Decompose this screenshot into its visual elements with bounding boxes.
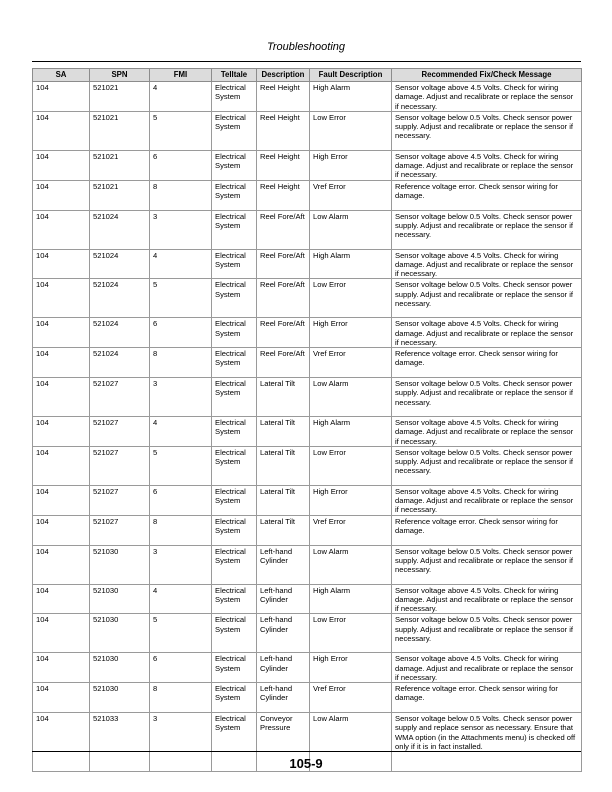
cell-sa: 104	[33, 318, 90, 348]
cell-description: Lateral Tilt	[257, 378, 310, 417]
footer-divider	[32, 751, 581, 752]
cell-fmi: 8	[150, 683, 212, 713]
cell-fmi: 6	[150, 485, 212, 515]
cell-telltale: Electrical System	[212, 515, 257, 545]
cell-sa: 104	[33, 713, 90, 772]
fault-code-table	[32, 68, 582, 772]
cell-recommended-fix: Sensor voltage above 4.5 Volts. Check for wiring damage. Adjust and recalibrate or replace the sensor if necessary.	[392, 485, 582, 515]
cell-spn: 521027	[90, 446, 150, 485]
cell-fmi: 6	[150, 318, 212, 348]
cell-fmi: 4	[150, 584, 212, 614]
cell-telltale: Electrical System	[212, 417, 257, 447]
cell-spn: 521027	[90, 485, 150, 515]
cell-recommended-fix: Sensor voltage below 0.5 Volts. Check sensor power supply. Adjust and recalibrate or replace the sensor if necessary.	[392, 210, 582, 249]
column-header-spn: SPN	[90, 69, 150, 82]
cell-telltale: Electrical System	[212, 348, 257, 378]
cell-description: Left-hand Cylinder	[257, 653, 310, 683]
cell-recommended-fix: Sensor voltage below 0.5 Volts. Check sensor power supply. Adjust and recalibrate or replace the sensor if necessary.	[392, 545, 582, 584]
table-row	[33, 545, 582, 584]
cell-spn: 521027	[90, 378, 150, 417]
column-header-description: Description	[257, 69, 310, 82]
cell-description: Reel Height	[257, 150, 310, 180]
cell-fault-description: Low Error	[310, 614, 392, 653]
table-row	[33, 111, 582, 150]
cell-fmi: 4	[150, 417, 212, 447]
column-header-fmi: FMI	[150, 69, 212, 82]
cell-recommended-fix: Sensor voltage above 4.5 Volts. Check for wiring damage. Adjust and recalibrate or replace the sensor if necessary.	[392, 653, 582, 683]
cell-recommended-fix: Sensor voltage below 0.5 Volts. Check sensor power supply. Adjust and recalibrate or replace the sensor if necessary.	[392, 279, 582, 318]
column-header-fault-description: Fault Description	[310, 69, 392, 82]
cell-description: Reel Fore/Aft	[257, 348, 310, 378]
cell-spn: 521024	[90, 318, 150, 348]
cell-telltale: Electrical System	[212, 180, 257, 210]
cell-recommended-fix: Sensor voltage below 0.5 Volts. Check sensor power supply. Adjust and recalibrate or replace the sensor if necessary.	[392, 446, 582, 485]
cell-sa: 104	[33, 249, 90, 279]
cell-telltale: Electrical System	[212, 683, 257, 713]
cell-description: Left-hand Cylinder	[257, 614, 310, 653]
cell-telltale: Electrical System	[212, 150, 257, 180]
table-row	[33, 279, 582, 318]
cell-recommended-fix: Sensor voltage below 0.5 Volts. Check sensor power supply. Adjust and recalibrate or replace the sensor if necessary.	[392, 614, 582, 653]
cell-sa: 104	[33, 653, 90, 683]
cell-recommended-fix: Sensor voltage above 4.5 Volts. Check for wiring damage. Adjust and recalibrate or replace the sensor if necessary.	[392, 150, 582, 180]
cell-fmi: 3	[150, 378, 212, 417]
cell-fault-description: Vref Error	[310, 348, 392, 378]
cell-sa: 104	[33, 515, 90, 545]
cell-description: Conveyor Pressure	[257, 713, 310, 772]
table-row	[33, 446, 582, 485]
cell-telltale: Electrical System	[212, 279, 257, 318]
cell-fault-description: High Alarm	[310, 249, 392, 279]
cell-description: Reel Fore/Aft	[257, 249, 310, 279]
table-row	[33, 485, 582, 515]
cell-sa: 104	[33, 584, 90, 614]
cell-recommended-fix: Reference voltage error. Check sensor wiring for damage.	[392, 515, 582, 545]
cell-fmi: 5	[150, 279, 212, 318]
cell-recommended-fix: Sensor voltage below 0.5 Volts. Check sensor power supply. Adjust and recalibrate or replace the sensor if necessary.	[392, 378, 582, 417]
cell-description: Lateral Tilt	[257, 417, 310, 447]
cell-recommended-fix: Sensor voltage above 4.5 Volts. Check for wiring damage. Adjust and recalibrate or replace the sensor if necessary.	[392, 318, 582, 348]
cell-telltale: Electrical System	[212, 249, 257, 279]
cell-fmi: 6	[150, 653, 212, 683]
cell-fault-description: High Alarm	[310, 417, 392, 447]
cell-fault-description: High Alarm	[310, 82, 392, 112]
cell-sa: 104	[33, 378, 90, 417]
page-header-title: Troubleshooting	[266, 41, 346, 53]
cell-recommended-fix: Sensor voltage above 4.5 Volts. Check for wiring damage. Adjust and recalibrate or replace the sensor if necessary.	[392, 417, 582, 447]
cell-recommended-fix: Sensor voltage above 4.5 Volts. Check for wiring damage. Adjust and recalibrate or replace the sensor if necessary.	[392, 82, 582, 112]
table-row	[33, 417, 582, 447]
cell-sa: 104	[33, 111, 90, 150]
table-row	[33, 584, 582, 614]
cell-sa: 104	[33, 180, 90, 210]
cell-spn: 521021	[90, 180, 150, 210]
cell-recommended-fix: Reference voltage error. Check sensor wiring for damage.	[392, 683, 582, 713]
cell-telltale: Electrical System	[212, 614, 257, 653]
cell-sa: 104	[33, 683, 90, 713]
cell-spn: 521021	[90, 111, 150, 150]
table-row	[33, 210, 582, 249]
cell-spn: 521030	[90, 584, 150, 614]
cell-description: Reel Fore/Aft	[257, 210, 310, 249]
cell-fault-description: High Alarm	[310, 584, 392, 614]
cell-fault-description: Vref Error	[310, 683, 392, 713]
cell-fmi: 4	[150, 82, 212, 112]
cell-fmi: 5	[150, 614, 212, 653]
cell-sa: 104	[33, 279, 90, 318]
cell-recommended-fix: Sensor voltage above 4.5 Volts. Check for wiring damage. Adjust and recalibrate or replace the sensor if necessary.	[392, 249, 582, 279]
cell-fault-description: High Error	[310, 150, 392, 180]
cell-spn: 521021	[90, 82, 150, 112]
cell-fmi: 8	[150, 515, 212, 545]
cell-sa: 104	[33, 485, 90, 515]
cell-sa: 104	[33, 417, 90, 447]
cell-description: Lateral Tilt	[257, 485, 310, 515]
cell-fmi: 5	[150, 446, 212, 485]
cell-description: Reel Fore/Aft	[257, 279, 310, 318]
cell-description: Left-hand Cylinder	[257, 545, 310, 584]
table-row	[33, 180, 582, 210]
cell-description: Left-hand Cylinder	[257, 584, 310, 614]
cell-sa: 104	[33, 150, 90, 180]
cell-recommended-fix: Reference voltage error. Check sensor wiring for damage.	[392, 180, 582, 210]
cell-telltale: Electrical System	[212, 210, 257, 249]
cell-description: Lateral Tilt	[257, 446, 310, 485]
cell-description: Reel Height	[257, 180, 310, 210]
cell-spn: 521024	[90, 348, 150, 378]
cell-telltale: Electrical System	[212, 446, 257, 485]
cell-telltale: Electrical System	[212, 318, 257, 348]
cell-fmi: 6	[150, 150, 212, 180]
cell-sa: 104	[33, 348, 90, 378]
cell-recommended-fix: Sensor voltage below 0.5 Volts. Check sensor power supply. Adjust and recalibrate or replace the sensor if necessary.	[392, 111, 582, 150]
table-row	[33, 82, 582, 112]
cell-spn: 521024	[90, 279, 150, 318]
header-divider	[32, 61, 581, 62]
cell-fmi: 3	[150, 545, 212, 584]
cell-spn: 521030	[90, 545, 150, 584]
table-body	[33, 82, 582, 772]
cell-fmi: 8	[150, 180, 212, 210]
cell-telltale: Electrical System	[212, 713, 257, 772]
cell-fmi: 5	[150, 111, 212, 150]
cell-description: Lateral Tilt	[257, 515, 310, 545]
cell-fmi: 4	[150, 249, 212, 279]
cell-sa: 104	[33, 614, 90, 653]
table-row	[33, 348, 582, 378]
table-row	[33, 653, 582, 683]
cell-recommended-fix: Reference voltage error. Check sensor wiring for damage.	[392, 348, 582, 378]
cell-fault-description: High Error	[310, 653, 392, 683]
cell-sa: 104	[33, 446, 90, 485]
cell-sa: 104	[33, 210, 90, 249]
column-header-recommended-fix: Recommended Fix/Check Message	[392, 69, 582, 82]
table-row	[33, 150, 582, 180]
table-row	[33, 249, 582, 279]
cell-spn: 521021	[90, 150, 150, 180]
cell-fault-description: Low Alarm	[310, 545, 392, 584]
cell-telltale: Electrical System	[212, 111, 257, 150]
cell-telltale: Electrical System	[212, 485, 257, 515]
cell-telltale: Electrical System	[212, 584, 257, 614]
cell-fault-description: Low Error	[310, 446, 392, 485]
cell-description: Left-hand Cylinder	[257, 683, 310, 713]
cell-fault-description: High Error	[310, 318, 392, 348]
table-header-row	[33, 69, 582, 82]
cell-telltale: Electrical System	[212, 545, 257, 584]
cell-spn: 521033	[90, 713, 150, 772]
cell-recommended-fix: Sensor voltage below 0.5 Volts. Check sensor power supply and replace sensor as necessary. Ensure that WMA option (in the Attachments menu) is checked off only if it is in fact installed.	[392, 713, 582, 772]
cell-fault-description: Low Alarm	[310, 378, 392, 417]
cell-description: Reel Height	[257, 82, 310, 112]
cell-fault-description: Low Alarm	[310, 713, 392, 772]
cell-fmi: 8	[150, 348, 212, 378]
cell-spn: 521027	[90, 515, 150, 545]
cell-fault-description: Low Error	[310, 111, 392, 150]
cell-spn: 521027	[90, 417, 150, 447]
table-row	[33, 614, 582, 653]
cell-fault-description: Vref Error	[310, 180, 392, 210]
cell-recommended-fix: Sensor voltage above 4.5 Volts. Check for wiring damage. Adjust and recalibrate or replace the sensor if necessary.	[392, 584, 582, 614]
table-row	[33, 318, 582, 348]
cell-description: Reel Height	[257, 111, 310, 150]
column-header-telltale: Telltale	[212, 69, 257, 82]
cell-telltale: Electrical System	[212, 82, 257, 112]
cell-fmi: 3	[150, 210, 212, 249]
cell-sa: 104	[33, 545, 90, 584]
cell-spn: 521024	[90, 249, 150, 279]
cell-telltale: Electrical System	[212, 378, 257, 417]
column-header-sa: SA	[33, 69, 90, 82]
cell-spn: 521030	[90, 653, 150, 683]
cell-description: Reel Fore/Aft	[257, 318, 310, 348]
table-row	[33, 515, 582, 545]
cell-fault-description: Low Alarm	[310, 210, 392, 249]
cell-fault-description: Low Error	[310, 279, 392, 318]
cell-fmi: 3	[150, 713, 212, 772]
page-number: 105-9	[289, 756, 323, 771]
cell-telltale: Electrical System	[212, 653, 257, 683]
cell-fault-description: High Error	[310, 485, 392, 515]
table-row	[33, 683, 582, 713]
table-row	[33, 378, 582, 417]
cell-spn: 521030	[90, 614, 150, 653]
cell-fault-description: Vref Error	[310, 515, 392, 545]
cell-spn: 521030	[90, 683, 150, 713]
cell-spn: 521024	[90, 210, 150, 249]
cell-sa: 104	[33, 82, 90, 112]
